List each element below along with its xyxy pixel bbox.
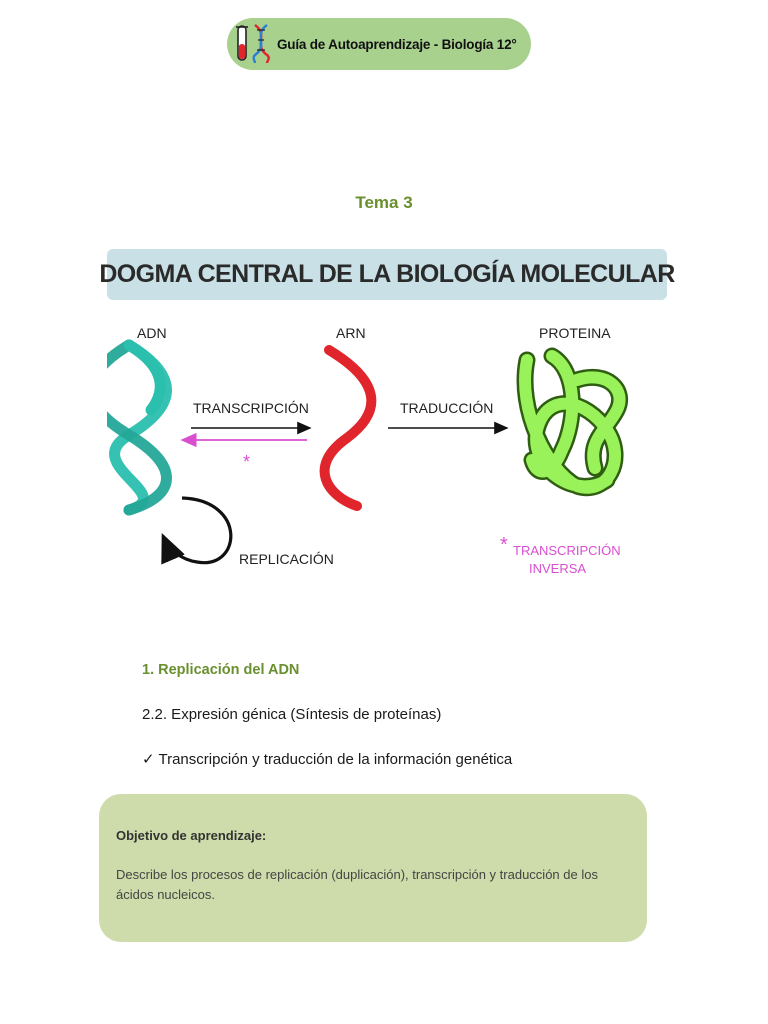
dna-helix: [107, 345, 167, 510]
section-heading: 1. Replicación del ADN: [142, 662, 300, 678]
checklist-item: ✓ Transcripción y traducción de la información genética: [142, 751, 513, 768]
dna-label: ADN: [137, 325, 167, 341]
rna-strand: [325, 350, 372, 506]
transcription-label: TRANSCRIPCIÓN: [193, 400, 309, 416]
rna-label: ARN: [336, 325, 366, 341]
test-tube-icon: [235, 24, 249, 64]
header-icons: [235, 23, 271, 65]
objective-box: [99, 794, 647, 942]
header-banner: [227, 18, 531, 70]
topic-title: Tema 3: [355, 193, 413, 212]
figure-title: DOGMA CENTRAL DE LA BIOLOGÍA MOLECULAR: [107, 249, 667, 300]
protein-label: PROTEINA: [539, 325, 611, 341]
central-dogma-diagram: [107, 300, 667, 577]
replication-arrow: [163, 498, 231, 563]
legend-reverse-line2: INVERSA: [529, 561, 587, 576]
replication-label: REPLICACIÓN: [239, 551, 334, 567]
central-dogma-figure: [99, 249, 675, 577]
objective-title: Objetivo de aprendizaje:: [116, 828, 267, 843]
objective-text: Describe los procesos de replicación (duplicación), transcripción y traducción de los ácidos nucleicos.: [116, 867, 598, 902]
legend-asterisk: *: [500, 534, 508, 556]
reverse-asterisk: *: [243, 452, 251, 472]
header-title: Guía de Autoaprendizaje - Biología 12°: [277, 36, 517, 52]
subheading: 2.2. Expresión génica (Síntesis de proteínas): [142, 706, 442, 723]
translation-label: TRADUCCIÓN: [400, 400, 494, 416]
legend-reverse-line1: TRANSCRIPCIÓN: [513, 543, 621, 558]
dna-icon: [251, 23, 271, 65]
